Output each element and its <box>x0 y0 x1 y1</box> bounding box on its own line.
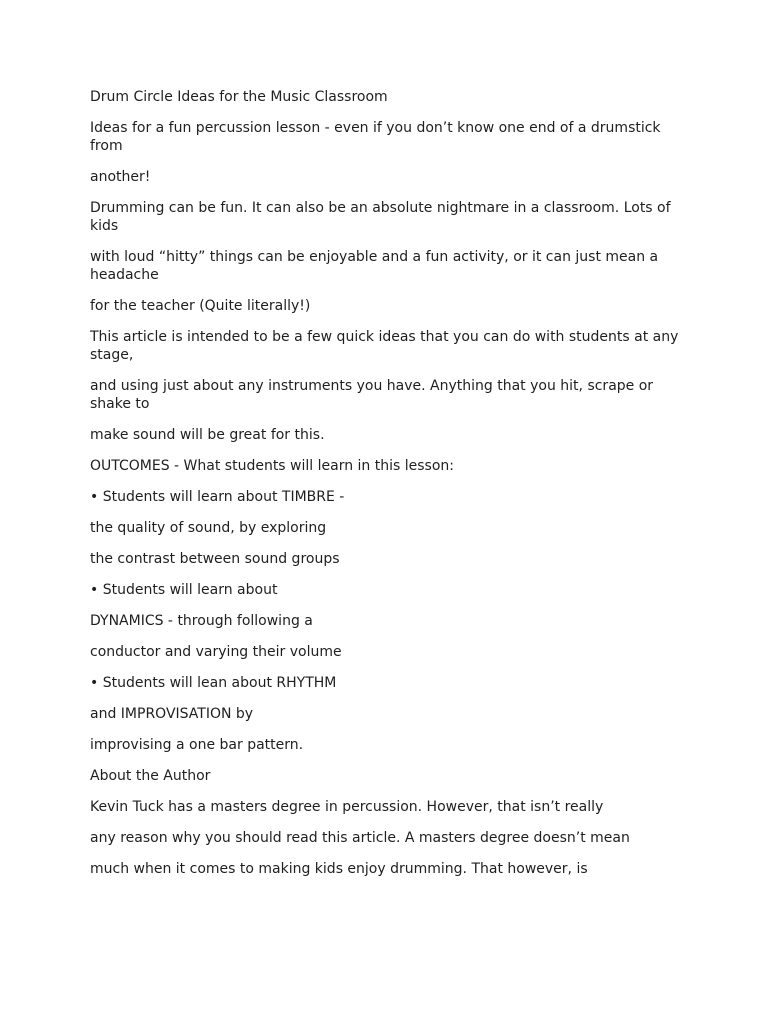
text-line: for the teacher (Quite literally!) <box>90 298 311 314</box>
section-heading-about-author: About the Author <box>90 768 211 784</box>
text-line: much when it comes to making kids enjoy drumming. That however, is <box>90 861 588 877</box>
bullet-line: • Students will lean about RHYTHM <box>90 675 337 691</box>
text-line: Kevin Tuck has a masters degree in percussion. However, that isn’t really <box>90 799 604 815</box>
text-line: make sound will be great for this. <box>90 427 325 443</box>
document-title: Drum Circle Ideas for the Music Classroom <box>90 89 388 105</box>
text-line: Ideas for a fun percussion lesson - even if you don’t know one end of a drumstick from <box>90 120 661 154</box>
text-line: improvising a one bar pattern. <box>90 737 304 753</box>
text-line: Drumming can be fun. It can also be an absolute nightmare in a classroom. Lots of kids <box>90 200 671 234</box>
text-line: the quality of sound, by exploring <box>90 520 327 536</box>
text-line: any reason why you should read this article. A masters degree doesn’t mean <box>90 830 630 846</box>
text-line: the contrast between sound groups <box>90 551 340 567</box>
text-line: and using just about any instruments you have. Anything that you hit, scrape or shake to <box>90 378 654 412</box>
section-heading-outcomes: OUTCOMES - What students will learn in this lesson: <box>90 458 454 474</box>
document-body <box>90 88 682 891</box>
text-line: conductor and varying their volume <box>90 644 342 660</box>
text-line: and IMPROVISATION by <box>90 706 254 722</box>
text-line: with loud “hitty” things can be enjoyable and a fun activity, or it can just mean a headache <box>90 249 659 283</box>
text-line: DYNAMICS - through following a <box>90 613 313 629</box>
bullet-line: • Students will learn about <box>90 582 278 598</box>
text-line: another! <box>90 169 151 185</box>
text-line: This article is intended to be a few quick ideas that you can do with students at any stage, <box>90 329 679 363</box>
bullet-line: • Students will learn about TIMBRE - <box>90 489 345 505</box>
